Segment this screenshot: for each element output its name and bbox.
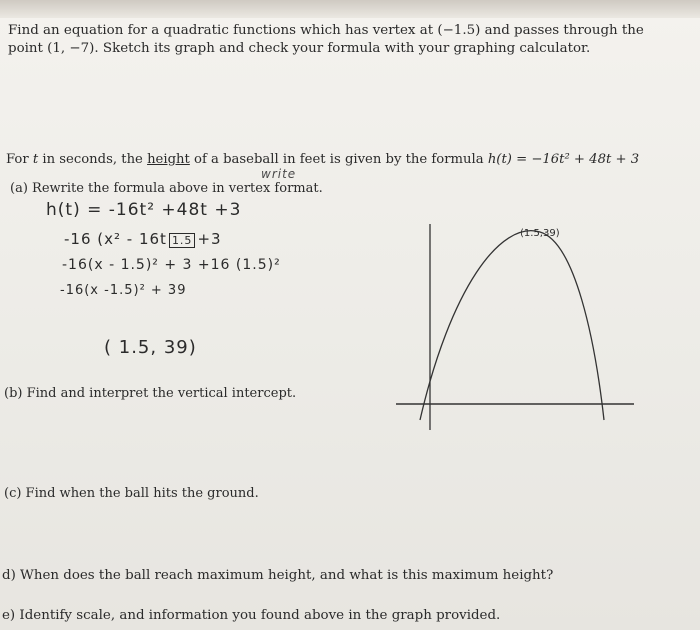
- work-line-5: ( 1.5, 39): [104, 337, 197, 358]
- page-edge-shadow: [0, 0, 700, 18]
- work-line-1: h(t) = -16t² +48t +3: [46, 200, 242, 220]
- parabola-curve: [420, 231, 604, 420]
- part-b: (b) Find and interpret the vertical intercept.: [4, 386, 297, 401]
- work-line-4: -16(x -1.5)² + 39: [60, 283, 187, 298]
- work-line-3: -16(x - 1.5)² + 3 +16 (1.5)²: [62, 257, 281, 273]
- work-line-2-text: -16 (x² - 16t: [64, 230, 167, 248]
- prompt-underlined-word: height: [147, 152, 190, 167]
- handwritten-margin-note: write: [261, 167, 297, 181]
- prompt-variable: t: [32, 152, 39, 167]
- vertex-label: (1.5,39): [520, 228, 560, 239]
- baseball-prompt: [6, 152, 696, 167]
- prompt-formula: h(t) = −16t² + 48t + 3: [487, 152, 640, 167]
- problem-line-2: point (1, −7). Sketch its graph and check your formula with your graphing calculator.: [8, 41, 591, 56]
- work-line-2-tail: +3: [197, 230, 222, 248]
- part-e: e) Identify scale, and information you found above in the graph provided.: [2, 608, 501, 623]
- boxed-value: 1.5: [169, 233, 196, 248]
- problem-statement: [8, 22, 648, 58]
- parabola-sketch: [390, 220, 640, 440]
- part-c: (c) Find when the ball hits the ground.: [4, 486, 259, 501]
- prompt-text: in seconds, the: [38, 152, 148, 167]
- problem-line-1: Find an equation for a quadratic functions which has vertex at (−1.5) and passes through the: [8, 23, 644, 38]
- work-line-2: [64, 230, 222, 248]
- prompt-text: For: [6, 152, 33, 167]
- part-a: (a) Rewrite the formula above in vertex format.: [10, 181, 323, 196]
- part-d: d) When does the ball reach maximum height, and what is this maximum height?: [2, 568, 554, 583]
- prompt-text: of a baseball in feet is given by the formula: [189, 152, 488, 167]
